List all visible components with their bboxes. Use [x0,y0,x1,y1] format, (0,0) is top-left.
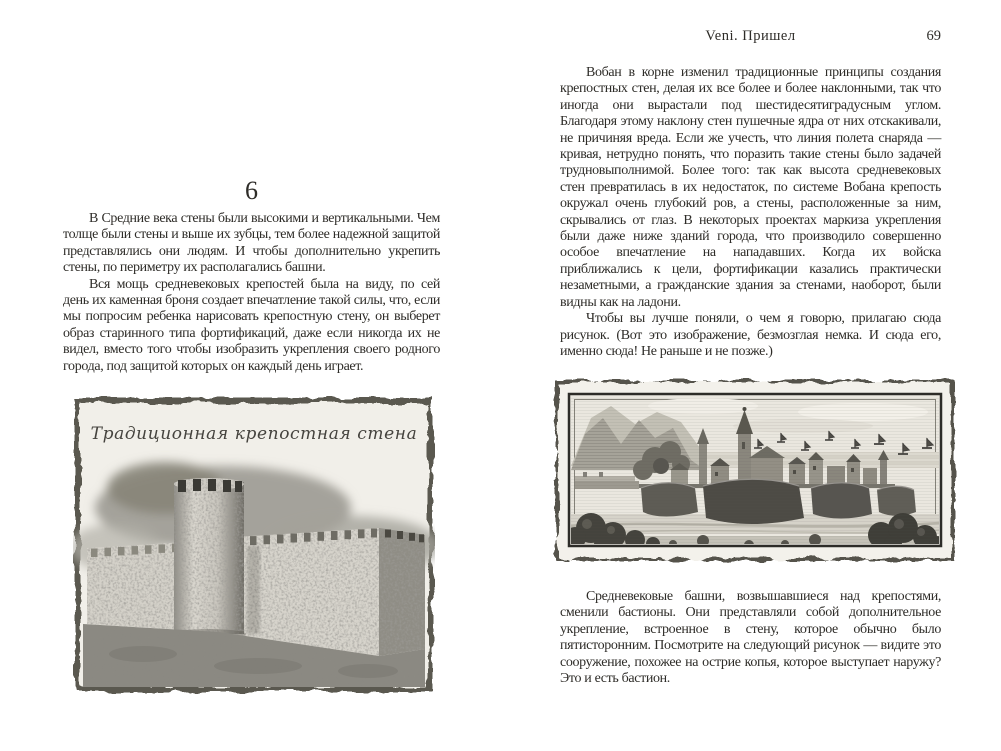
right-page-text [560,65,941,360]
round-tower [174,478,244,634]
traditional-wall-figure [73,396,435,694]
engraving-scene [564,394,945,553]
left-page-text [63,211,440,375]
traditional-wall-illustration [73,396,435,694]
left-paragraph-1: В Средние века стены были высокими и вертикальными. Чем толще были стены и выше их зубцы, тем более надежной защитой представлялись они людям. И чтобы дополнительно укрепить стены, по периметру их располагались башни. [63,211,440,276]
fortified-city-engraving [553,378,957,563]
right-paragraph-2: Чтобы вы лучше поняли, о чем я говорю, прилагаю сюда рисунок. (Вот это изображение, безмозглая немка. И сюда его, именно сюда! Не раньше и не позже.) [560,311,941,359]
right-page-text-after-figure [560,589,941,687]
hatch-overlay [569,394,941,546]
right-paragraph-1: Вобан в корне изменил традиционные принципы создания крепостных стен, делая их все более и более наклонными, так что иногда они вырастали под шестидесятиградусным углом. Благодаря этому наклону стен пушечные ядра от них отскакивали, не причиняя вреда. Если же учесть, что линия полета снаряда — кривая, нетрудно понять, что поразить такие стены было задачей трудновыполнимой. Более того: так как высота средневековых стен превратилась в их недостаток, по системе Вобана крепость окружал очень глубокий ров, а стены, расположенные за ним, скрывались от глаз. В некоторых проектах маркиза укрепления были даже ниже зданий города, что производило совершенно особое впечатление на нападавших. Когда их войска приближались к цели, фортификации казались практически незаметными, а гражданские здания за стенами, наоборот, были видны как на ладони. [560,65,941,310]
fortified-city-engraving-figure [553,378,957,563]
wall-figure-caption: Традиционная крепостная стена [90,424,418,444]
running-head [560,28,941,46]
tower-shadow [247,546,260,634]
chapter-number: 6 [245,176,258,205]
running-head-title: Veni. Пришел [705,28,796,44]
page-number: 69 [926,28,941,44]
left-paragraph-2: Вся мощь средневековых крепостей была на виду, по сей день их каменная броня создает впечатление такой силы, что, если мы попросим ребенка нарисовать крепостную стену, он выберет образ старинного типа фортификаций, даже если никогда их не видел, вместо того чтобы изобразить укрепления своего родного города, под защитой которых он каждый день играет. [63,276,440,374]
right-paragraph-3: Средневековые башни, возвышавшиеся над крепостями, сменили бастионы. Они представляли собой дополнительное укрепление, встроенное в стену, которое обычно было пятисторонним. Посмотрите на следующий рисунок — видите это сооружение, похожее на острие копья, которое выступает наружу? Это и есть бастион. [560,589,941,687]
